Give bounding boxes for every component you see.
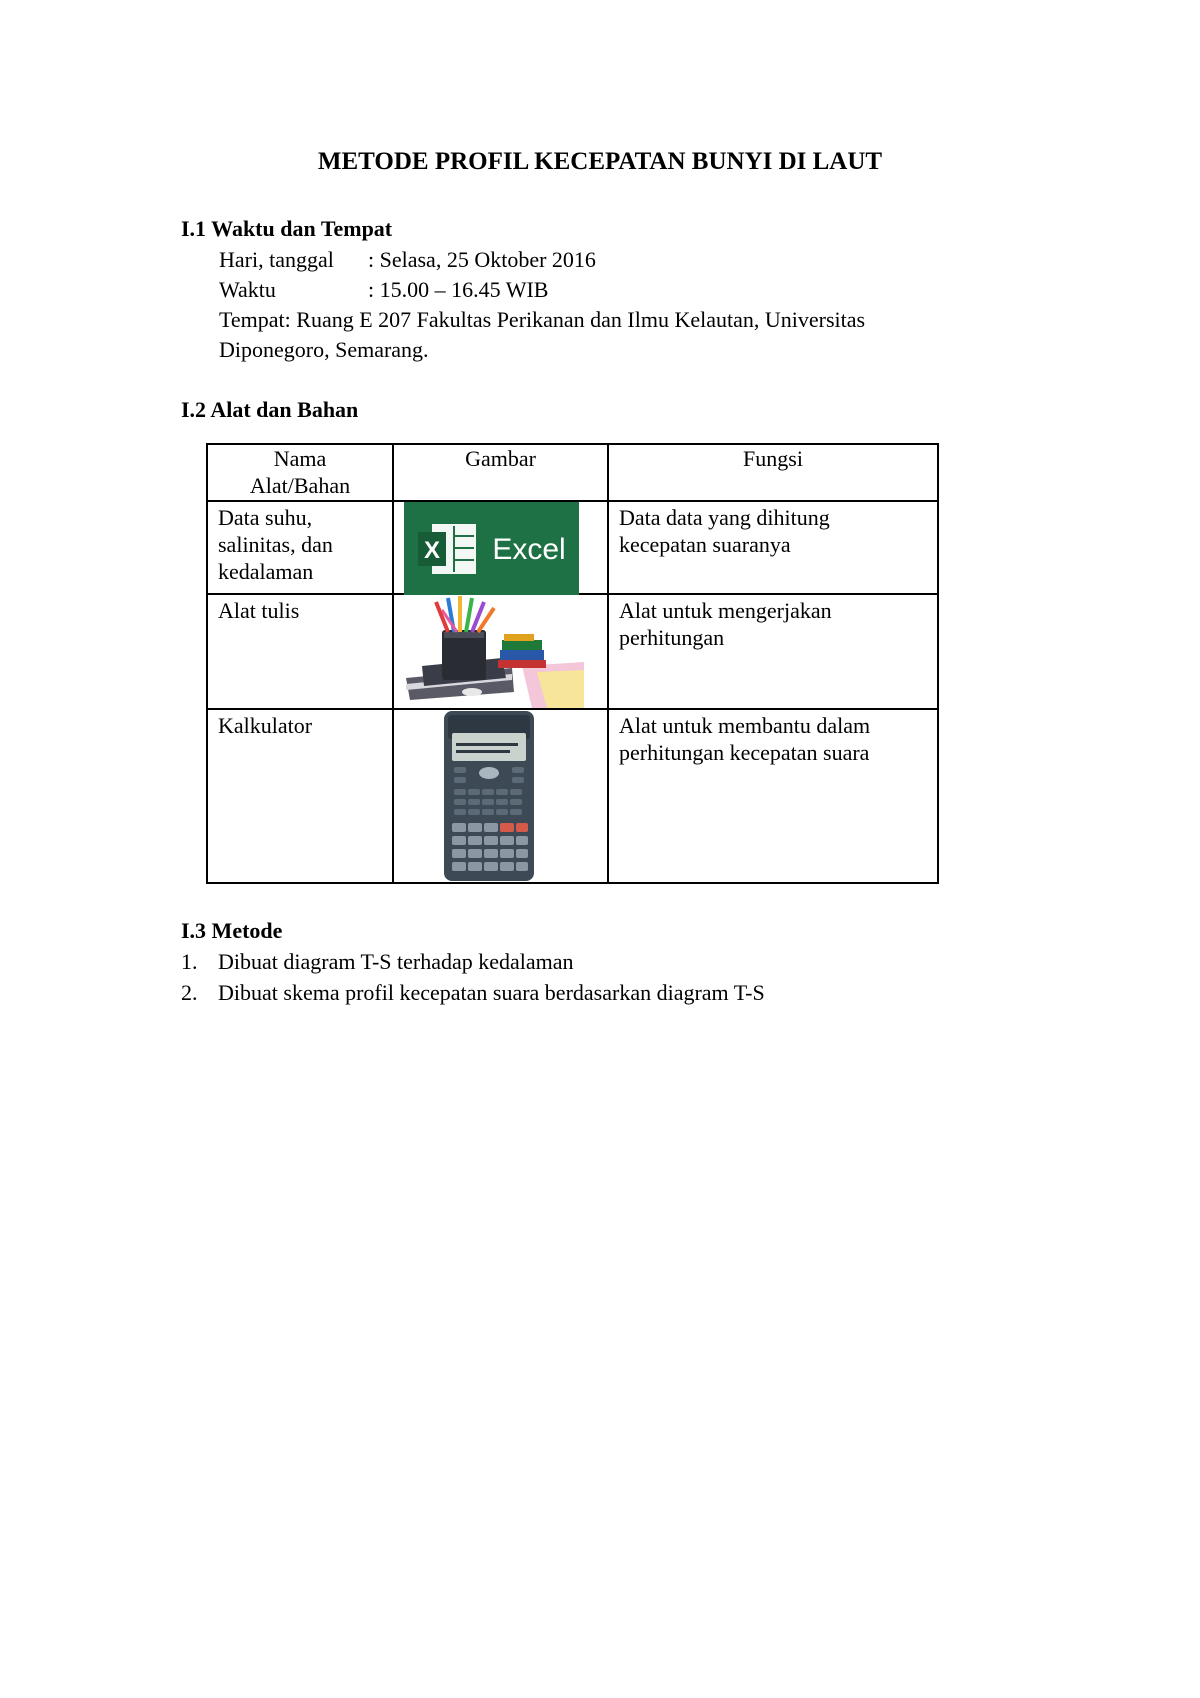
- list-item: [181, 980, 765, 1006]
- name-cell: [207, 501, 393, 594]
- page-title: METODE PROFIL KECEPATAN BUNYI DI LAUT: [317, 148, 883, 175]
- place-line-1: Tempat: Ruang E 207 Fakultas Perikanan dan Ilmu Kelautan, Universitas: [219, 307, 866, 332]
- list-number: 1.: [181, 949, 198, 974]
- section-heading-waktu: I.1 Waktu dan Tempat: [181, 216, 393, 241]
- function-text: Alat untuk mengerjakan: [619, 598, 832, 623]
- time-label: Waktu: [219, 277, 276, 302]
- function-text: perhitungan kecepatan suara: [619, 740, 870, 765]
- stationery-icon: [402, 596, 584, 708]
- function-text: kecepatan suaranya: [619, 532, 791, 557]
- header-image-cell: [393, 444, 608, 501]
- calculator-icon: [442, 711, 536, 881]
- time-value: : 15.00 – 16.45 WIB: [368, 277, 549, 302]
- header-name-line1: Nama: [273, 446, 327, 471]
- header-name-cell: [207, 444, 393, 501]
- image-cell: [393, 709, 608, 883]
- name-text: kedalaman: [218, 559, 314, 584]
- name-text: salinitas, dan: [218, 532, 333, 557]
- function-cell: [608, 594, 938, 709]
- header-function: Fungsi: [743, 446, 803, 471]
- list-item: [181, 949, 574, 975]
- place-line-2: Diponegoro, Semarang.: [219, 337, 429, 362]
- table-row: [207, 501, 938, 594]
- function-cell: [608, 501, 938, 594]
- name-text: Data suhu,: [218, 505, 313, 530]
- name-cell: [207, 594, 393, 709]
- table-row: [207, 709, 938, 883]
- name-text: Alat tulis: [218, 598, 300, 623]
- table-header-row: [207, 444, 938, 501]
- excel-logo-letter: X: [423, 537, 441, 564]
- tools-table: [206, 443, 939, 884]
- section-heading-alat: I.2 Alat dan Bahan: [181, 397, 359, 422]
- function-text: Alat untuk membantu dalam: [619, 713, 871, 738]
- header-image: Gambar: [465, 446, 536, 471]
- image-cell: [393, 501, 608, 594]
- header-function-cell: [608, 444, 938, 501]
- day-value: : Selasa, 25 Oktober 2016: [368, 247, 596, 272]
- image-cell: [393, 594, 608, 709]
- function-text: Data data yang dihitung: [619, 505, 830, 530]
- name-cell: [207, 709, 393, 883]
- excel-logo-icon: [404, 502, 579, 595]
- section-heading-metode: I.3 Metode: [181, 918, 283, 943]
- time-line: [219, 277, 548, 303]
- header-name-line2: Alat/Bahan: [249, 473, 351, 498]
- function-cell: [608, 709, 938, 883]
- function-text: perhitungan: [619, 625, 725, 650]
- list-number: 2.: [181, 980, 198, 1005]
- list-text: Dibuat skema profil kecepatan suara berdasarkan diagram T-S: [218, 980, 765, 1005]
- day-label: Hari, tanggal: [219, 247, 334, 272]
- excel-logo-text: Excel: [492, 533, 566, 566]
- name-text: Kalkulator: [218, 713, 313, 738]
- list-text: Dibuat diagram T-S terhadap kedalaman: [218, 949, 574, 974]
- day-line: [219, 247, 596, 273]
- table-row: [207, 594, 938, 709]
